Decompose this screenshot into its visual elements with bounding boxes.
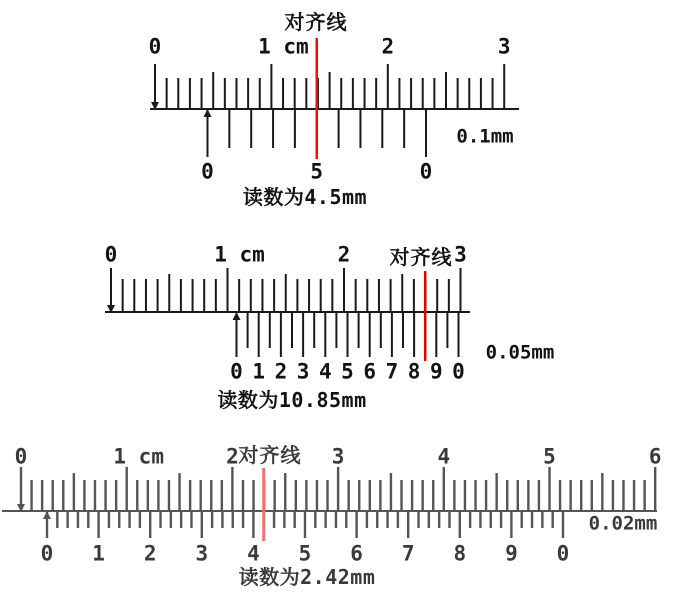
vernier-scale-label: 1 bbox=[92, 541, 105, 566]
vernier-scale-label: 0 bbox=[556, 541, 570, 566]
main-scale-label: 3 bbox=[497, 34, 511, 59]
vernier-scale-label: 9 bbox=[505, 541, 518, 566]
vernier-scale-label: 4 bbox=[247, 541, 260, 566]
align-line-label: 对齐线 bbox=[284, 10, 348, 34]
precision-label: 0.02mm bbox=[588, 512, 658, 535]
vernier-scale-label: 2 bbox=[143, 541, 157, 566]
vernier-scale-label: 5 bbox=[341, 359, 354, 384]
precision-label: 0.1mm bbox=[456, 125, 514, 148]
main-scale-label: 1 cm bbox=[258, 34, 309, 59]
vernier-scale-label: 8 bbox=[407, 359, 421, 384]
vernier-scale-label: 5 bbox=[310, 159, 324, 184]
main-scale-label: 4 bbox=[437, 444, 451, 469]
vernier-scale-label: 2 bbox=[274, 359, 288, 384]
vernier-scale-label: 3 bbox=[296, 359, 310, 384]
main-scale-label: 5 bbox=[543, 444, 556, 469]
main-scale-label: 0 bbox=[148, 34, 162, 59]
diagram-2-graphics bbox=[105, 268, 470, 361]
vernier-scale-label: 6 bbox=[363, 359, 377, 384]
diagram-3-graphics bbox=[2, 467, 657, 541]
vernier-scale-label: 0 bbox=[452, 359, 465, 384]
vernier-scale-label: 0 bbox=[40, 541, 54, 566]
vernier-scale-label: 3 bbox=[195, 541, 209, 566]
align-line-label: 对齐线 bbox=[389, 245, 453, 269]
main-scale-label: 2 bbox=[337, 242, 351, 267]
vernier-scale-label: 0 bbox=[201, 159, 214, 184]
main-scale-label: 0 bbox=[104, 242, 118, 267]
main-scale-label: 1 cm bbox=[113, 444, 164, 469]
vernier-zero-arrow-icon bbox=[43, 511, 51, 519]
vernier-scale-label: 0 bbox=[419, 159, 433, 184]
main-scale-label: 2 bbox=[226, 444, 239, 469]
reading-caption: 读数为10.85mm bbox=[217, 388, 367, 412]
vernier-scale-label: 0 bbox=[230, 359, 243, 384]
reading-caption: 读数为2.42mm bbox=[238, 565, 376, 589]
vernier-scale-label: 1 bbox=[252, 359, 266, 384]
vernier-zero-arrow-icon bbox=[233, 312, 241, 320]
align-line-label: 对齐线 bbox=[238, 443, 302, 467]
main-scale-label: 0 bbox=[14, 444, 28, 469]
vernier-scale-label: 5 bbox=[298, 541, 312, 566]
vernier-scale-label: 8 bbox=[453, 541, 467, 566]
vernier-zero-arrow-icon bbox=[204, 109, 212, 117]
reading-caption: 读数为4.5mm bbox=[242, 185, 368, 209]
main-scale-label: 1 cm bbox=[214, 242, 265, 267]
main-scale-label: 6 bbox=[648, 444, 662, 469]
main-scale-label: 3 bbox=[454, 242, 467, 267]
vernier-scale-label: 9 bbox=[429, 359, 443, 384]
vernier-scale-label: 6 bbox=[350, 541, 363, 566]
vernier-scale-label: 7 bbox=[385, 359, 399, 384]
main-scale-label: 3 bbox=[331, 444, 345, 469]
precision-label: 0.05mm bbox=[485, 341, 555, 364]
vernier-scale-label: 4 bbox=[318, 359, 332, 384]
main-scale-label: 2 bbox=[381, 34, 395, 59]
vernier-scale-label: 7 bbox=[401, 541, 415, 566]
